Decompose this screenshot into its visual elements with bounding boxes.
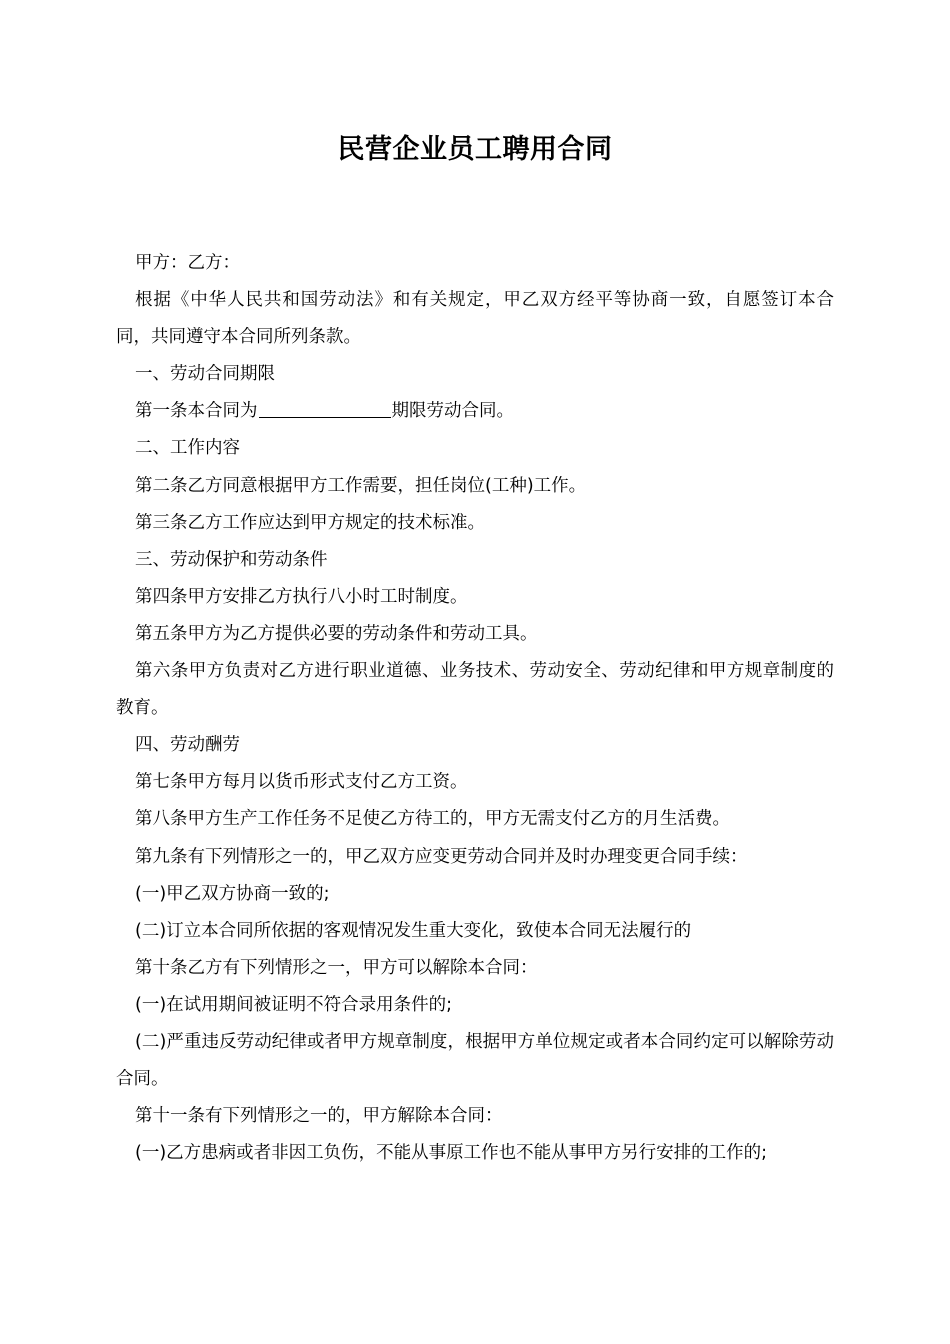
article-1-text-after: 期限劳动合同。 xyxy=(391,401,514,422)
section-heading-term: 一、劳动合同期限 xyxy=(135,364,275,385)
article-11-item-1: (一)乙方患病或者非因工负伤，不能从事原工作也不能从事甲方另行安排的工作的; xyxy=(135,1143,768,1164)
article-10: 第十条乙方有下列情形之一，甲方可以解除本合同： xyxy=(135,957,538,978)
article-3: 第三条乙方工作应达到甲方规定的技术标准。 xyxy=(135,512,485,533)
article-6: 第六条甲方负责对乙方进行职业道德、业务技术、劳动安全、劳动纪律和甲方规章制度的教育。 xyxy=(116,661,834,719)
article-2: 第二条乙方同意根据甲方工作需要，担任岗位(工种)工作。 xyxy=(135,475,587,496)
article-10-item-1: (一)在试用期间被证明不符合录用条件的; xyxy=(135,994,453,1015)
contract-term-blank xyxy=(259,397,391,418)
article-9-item-1: (一)甲乙双方协商一致的; xyxy=(135,883,330,904)
article-1-text-before: 第一条本合同为 xyxy=(135,401,258,422)
preamble-paragraph: 根据《中华人民共和国劳动法》和有关规定，甲乙双方经平等协商一致，自愿签订本合同，共同遵守本合同所列条款。 xyxy=(116,290,834,348)
article-4: 第四条甲方安排乙方执行八小时工时制度。 xyxy=(135,586,468,607)
article-11: 第十一条有下列情形之一的，甲方解除本合同： xyxy=(135,1106,503,1127)
document-title: 民营企业员工聘用合同 xyxy=(337,134,613,165)
document-body xyxy=(116,245,834,1172)
section-heading-work: 二、工作内容 xyxy=(135,438,240,459)
article-1 xyxy=(116,393,834,430)
article-10-item-2: (二)严重违反劳动纪律或者甲方规章制度，根据甲方单位规定或者本合同约定可以解除劳动合同。 xyxy=(116,1031,834,1090)
article-7: 第七条甲方每月以货币形式支付乙方工资。 xyxy=(135,772,468,793)
parties-line: 甲方：乙方： xyxy=(135,253,240,273)
article-8: 第八条甲方生产工作任务不足使乙方待工的，甲方无需支付乙方的月生活费。 xyxy=(135,809,730,830)
article-9: 第九条有下列情形之一的，甲乙双方应变更劳动合同并及时办理变更合同手续： xyxy=(135,846,748,867)
article-9-item-2: (二)订立本合同所依据的客观情况发生重大变化，致使本合同无法履行的 xyxy=(135,920,692,941)
section-heading-protection: 三、劳动保护和劳动条件 xyxy=(135,549,328,570)
article-5: 第五条甲方为乙方提供必要的劳动条件和劳动工具。 xyxy=(135,623,538,644)
section-heading-pay: 四、劳动酬劳 xyxy=(135,735,240,756)
